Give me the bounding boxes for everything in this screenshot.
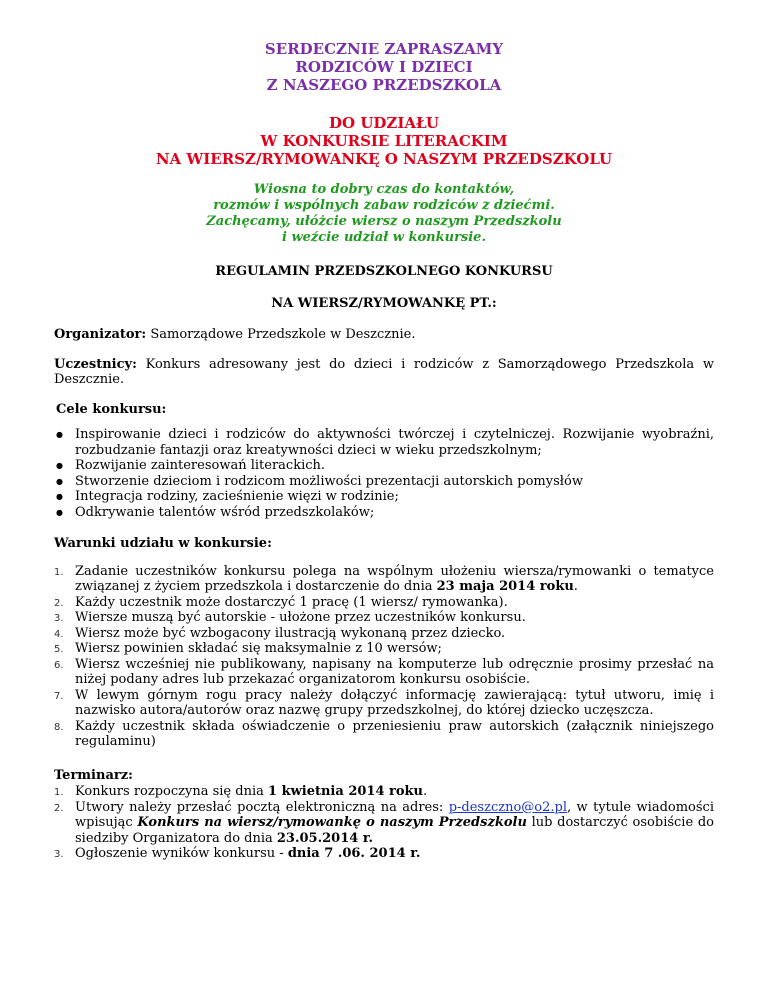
email-subject: Konkurs na wiersz/rymowankę o naszym Przedszkolu bbox=[137, 815, 527, 830]
list-item: ● Rozwijanie zainteresowań literackich. bbox=[54, 458, 714, 474]
schedule-text: , w tytule wiadomości wpisując bbox=[75, 799, 714, 830]
list-item: ● Inspirowanie dzieci i rodziców do aktywności twórczej i czytelniczej. Rozwijanie wyobraźni, rozbudzanie fantazji oraz kreatywności dzieci w wieku przedszkolnym; bbox=[54, 427, 714, 458]
list-item bbox=[54, 564, 714, 595]
organizer-paragraph bbox=[54, 327, 714, 343]
regulamin-title: REGULAMIN PRZEDSZKOLNEGO KONKURSU bbox=[215, 264, 553, 279]
condition-text: Wiersz może być wzbogacony ilustracją wykonaną przez dziecko. bbox=[75, 625, 506, 641]
list-number: 2. bbox=[54, 802, 64, 814]
start-date: 1 kwietnia 2014 roku bbox=[268, 784, 424, 799]
list-number: 1. bbox=[54, 566, 64, 578]
conditions-list bbox=[54, 564, 714, 750]
conditions-title: Warunki udziału w konkursie: bbox=[54, 536, 272, 551]
condition-text: Wiersz wcześniej nie publikowany, napisany na komputerze lub odręcznie prosimy przesłać na niżej podany adres lub przekazać organizatorom konkursu osobiście. bbox=[75, 656, 714, 687]
invitation-line: Z NASZEGO PRZEDSZKOLA bbox=[266, 76, 502, 94]
invitation-header bbox=[54, 40, 714, 94]
intro-line: i weźcie udział w konkursie. bbox=[282, 230, 486, 245]
list-number: 3. bbox=[54, 849, 64, 860]
regulamin-subtitle: NA WIERSZ/RYMOWANKĘ PT.: bbox=[271, 295, 497, 311]
goals-title: Cele konkursu: bbox=[56, 401, 167, 417]
participants-label: Uczestnicy: bbox=[54, 356, 137, 372]
list-item bbox=[54, 719, 714, 750]
intro-line: rozmów i wspólnych zabaw rodziców z dziećmi. bbox=[213, 198, 555, 213]
participants-text: Konkurs adresowany jest do dzieci i rodziców z Samorządowego Przedszkola w Deszcznie. bbox=[54, 356, 714, 387]
schedule-end: . bbox=[423, 784, 428, 799]
intro-line: Zachęcamy, ułóżcie wiersz o naszym Przedszkolu bbox=[206, 214, 562, 229]
list-item bbox=[54, 688, 714, 719]
list-number: 6. bbox=[54, 659, 64, 671]
delivery-date: 23.05.2014 r. bbox=[276, 830, 374, 846]
list-number: 5. bbox=[54, 644, 64, 655]
contest-header bbox=[54, 114, 714, 168]
schedule-list bbox=[54, 784, 714, 862]
schedule-text: Ogłoszenie wyników konkursu - bbox=[75, 846, 288, 861]
list-item bbox=[54, 626, 714, 642]
condition-text: W lewym górnym rogu pracy należy dołączyć informację zawierającą: tytuł utworu, imię i nazwisko autora/autorów oraz nazwę grupy przedszkolnej, do której dziecko uczęszcza. bbox=[75, 687, 714, 718]
condition-text: Każdy uczestnik może dostarczyć 1 pracę (1 wiersz/ rymowanka). bbox=[75, 594, 508, 610]
condition-end: . bbox=[573, 579, 578, 594]
contest-line: W KONKURSIE LITERACKIM bbox=[260, 132, 508, 150]
list-number: 7. bbox=[54, 690, 64, 702]
schedule-text: Utwory należy przesłać pocztą elektroniczną na adres: bbox=[75, 799, 449, 815]
list-item: ● Stworzenie dzieciom i rodzicom możliwości prezentacji autorskich pomysłów bbox=[54, 474, 714, 490]
list-item bbox=[54, 784, 714, 800]
list-item bbox=[54, 595, 714, 611]
invitation-line: SERDECZNIE ZAPRASZAMY bbox=[264, 40, 504, 58]
organizer-label: Organizator: bbox=[54, 327, 147, 342]
list-number: 1. bbox=[54, 787, 64, 798]
list-number: 8. bbox=[54, 721, 64, 733]
condition-text: Wiersz powinien składać się maksymalnie z 10 wersów; bbox=[75, 641, 442, 656]
list-item bbox=[54, 800, 714, 847]
results-date: dnia 7 .06. 2014 r. bbox=[287, 846, 421, 861]
intro-line: Wiosna to dobry czas do kontaktów, bbox=[253, 182, 515, 197]
condition-text: Zadanie uczestników konkursu polega na wspólnym ułożeniu wiersza/rymowanki o tematyce związanej z życiem przedszkola i dostarczenie do dnia bbox=[75, 563, 714, 594]
condition-text: Każdy uczestnik składa oświadczenie o przeniesieniu praw autorskich (załącznik niniejszego regulaminu) bbox=[75, 718, 714, 749]
schedule-text: Konkurs rozpoczyna się dnia bbox=[75, 784, 268, 799]
email-link[interactable]: p-deszczno@o2.pl bbox=[448, 799, 567, 815]
intro-text bbox=[54, 182, 714, 246]
schedule-text: lub dostarczyć osobiście do siedziby Organizatora do dnia bbox=[75, 815, 714, 846]
deadline-date: 23 maja 2014 roku bbox=[436, 579, 574, 594]
list-item: ● Integracja rodziny, zacieśnienie więzi w rodzinie; bbox=[54, 489, 714, 505]
list-item bbox=[54, 610, 714, 626]
schedule-title: Terminarz: bbox=[54, 767, 133, 783]
invitation-line: RODZICÓW I DZIECI bbox=[295, 58, 473, 76]
goals-list bbox=[54, 427, 714, 520]
list-number: 3. bbox=[54, 613, 64, 624]
list-item: ● Odkrywanie talentów wśród przedszkolaków; bbox=[54, 505, 714, 521]
list-number: 2. bbox=[54, 597, 64, 609]
contest-line: NA WIERSZ/RYMOWANKĘ O NASZYM PRZEDSZKOLU bbox=[155, 150, 613, 168]
organizer-text: Samorządowe Przedszkole w Deszcznie. bbox=[146, 327, 416, 342]
participants-paragraph bbox=[54, 357, 714, 388]
list-number: 4. bbox=[54, 628, 64, 640]
contest-line: DO UDZIAŁU bbox=[329, 114, 439, 132]
list-item bbox=[54, 641, 714, 657]
condition-text: Wiersze muszą być autorskie - ułożone przez uczestników konkursu. bbox=[75, 610, 526, 625]
list-item bbox=[54, 846, 714, 862]
list-item bbox=[54, 657, 714, 688]
